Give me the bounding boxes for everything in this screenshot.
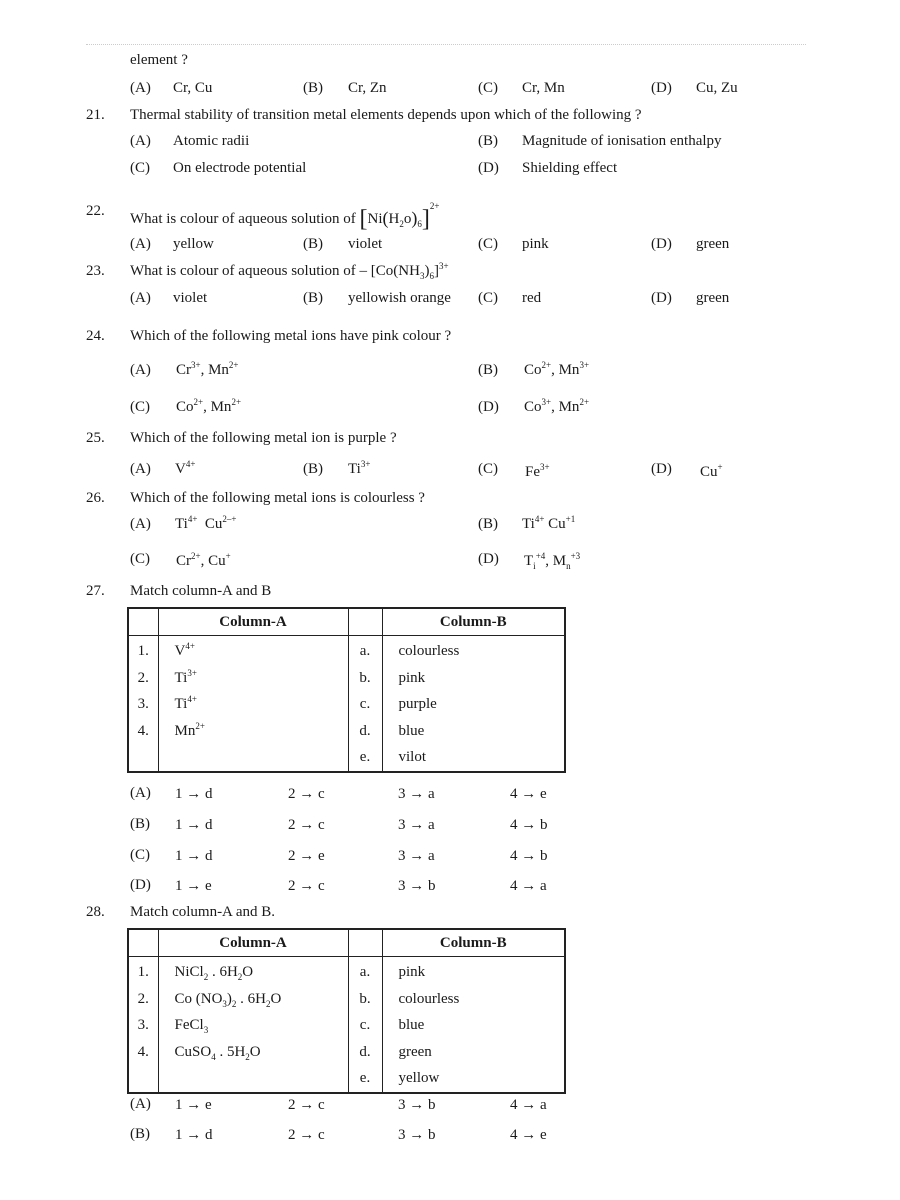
q27-ans-b-m1: 1 → d [175,817,213,833]
q27-col-a-items: $V^{4+}$ $Ti^{3+}$ $Ti^{4+}$ $Mn^{2+}$ [158,636,348,773]
q20-c-text: Cr, Mn [522,80,565,96]
q27-ans-c-m2: 2 → e [288,848,325,864]
q25-d-text: Cu+ [700,462,723,480]
q24-c-label: (C) [130,399,150,415]
q28-ans-a-m1: 1 → e [175,1097,212,1113]
q28-ans-a-m2: 2 → c [288,1097,325,1113]
q26-d-text: $T_i^{+4}$, $M_n^{+3}$ [524,551,581,571]
q25-b-label: (B) [303,461,323,477]
q26-c-label: (C) [130,551,150,567]
q26-c-text: $Cr^{2+}$, Cu+ [176,551,231,569]
q22-d-text: green [696,236,730,252]
q26-d-label: (D) [478,551,499,567]
q23-c-label: (C) [478,290,498,306]
q27-ans-d-m2: 2 → c [288,878,325,894]
q21-d-label: (D) [478,160,499,176]
cut-off-previous-line [86,44,806,45]
q25-a-text: $V^{4+}$ [175,459,196,477]
q20-c-label: (C) [478,80,498,96]
q27-ans-a-m1: 1 → d [175,786,213,802]
q28-ans-b-m1: 1 → d [175,1127,213,1143]
q21-a-text: Atomic radii [173,133,250,149]
q20-stem-tail: element ? [130,52,188,68]
q23-a-label: (A) [130,290,151,306]
q27-col-b-items: colourless pink purple blue vilot [398,643,460,766]
q23-number: 23. [86,263,105,279]
q21-a-label: (A) [130,133,151,149]
q23-b-text: yellowish orange [348,290,451,306]
q28-ans-b-label: (B) [130,1126,150,1142]
q25-d-label: (D) [651,461,672,477]
q24-a-label: (A) [130,362,151,378]
q28-ans-b-m2: 2 → c [288,1127,325,1143]
q27-number: 27. [86,583,105,599]
q24-d-label: (D) [478,399,499,415]
q27-ans-d-m1: 1 → e [175,878,212,894]
q27-ans-d-label: (D) [130,877,151,893]
q23-b-label: (B) [303,290,323,306]
q22-b-text: violet [348,236,383,252]
q27-ans-a-label: (A) [130,785,151,801]
q25-a-label: (A) [130,461,151,477]
q26-b-text: $Ti^{4+}$ $Cu^{+1}$ [522,514,576,532]
q27-ans-b-label: (B) [130,816,150,832]
q28-col-a-items: NiCl$_2$ . $6H_2O$ Co $(NO_3)_2$ . $6H_2O$ FeCl$_3$ CuSO$_4$ . $5H_2O$ [158,957,348,1093]
q27-col-a-header: Column-A [158,608,348,636]
q22-a-label: (A) [130,236,151,252]
q22-c-label: (C) [478,236,498,252]
q24-stem: Which of the following metal ions have pink colour ? [130,328,452,344]
q24-c-text: $Co^{2+}$, $Mn^{2+}$ [176,397,242,415]
q22-b-label: (B) [303,236,323,252]
q25-stem: Which of the following metal ion is purple ? [130,430,397,446]
q20-d-text: Cu, Zu [696,80,738,96]
q28-ans-b-m3: 3 → b [398,1127,436,1143]
q27-col-b-header: Column-B [382,608,565,636]
q25-c-label: (C) [478,461,498,477]
q23-d-text: green [696,290,730,306]
q23-c-text: red [522,290,542,306]
q27-ans-d-m4: 4 → a [510,878,547,894]
q28-ans-a-label: (A) [130,1096,151,1112]
q25-c-text: $Fe^{3+}$ [525,462,550,480]
q26-number: 26. [86,490,105,506]
q23-stem-line: What is colour of aqueous solution of – $[Co(NH_3)_6]^{3+}$ [130,261,449,281]
q21-c-text: On electrode potential [173,160,307,176]
q22-number: 22. [86,203,105,219]
q21-stem: Thermal stability of transition metal elements depends upon which of the following ? [130,107,642,123]
q21-b-text: Magnitude of ionisation enthalpy [522,133,722,149]
q28-col-b-letters: a. b. c. d. e. [348,957,382,1093]
q27-ans-c-m4: 4 → b [510,848,548,864]
q27-ans-a-m2: 2 → c [288,786,325,802]
q20-b-text: Cr, Zn [348,80,387,96]
q28-match-table [127,928,566,1094]
q20-b-label: (B) [303,80,323,96]
q21-d-text: Shielding effect [522,160,618,176]
q27-ans-c-m1: 1 → d [175,848,213,864]
q25-b-text: $Ti^{3+}$ [348,459,371,477]
q23-a-text: violet [173,290,208,306]
q27-col-a-numbers: 1. 2. 3. 4. [128,636,158,773]
q24-b-text: $Co^{2+}$, $Mn^{3+}$ [524,360,590,378]
q28-col-a-header: Column-A [158,929,348,957]
q22-stem: What is colour of aqueous solution of [130,211,356,227]
q22-c-text: pink [522,236,549,252]
q26-a-label: (A) [130,516,151,532]
q26-a-text: $Ti^{4+}$ $Cu^{2-+}$ [175,514,237,532]
q20-a-label: (A) [130,80,151,96]
q20-d-label: (D) [651,80,672,96]
q28-ans-b-m4: 4 → e [510,1127,547,1143]
q23-stem: What is colour of aqueous solution of – [Co(NH [130,263,420,279]
q28-ans-a-m3: 3 → b [398,1097,436,1113]
q22-formula: $[Ni(H_2o)_6]^{2+}$ [359,201,440,232]
q27-ans-b-m4: 4 → b [510,817,548,833]
q24-b-label: (B) [478,362,498,378]
q28-col-b-items: pink colourless blue green yellow [398,964,460,1087]
q21-number: 21. [86,107,105,123]
q27-ans-a-m3: 3 → a [398,786,435,802]
q24-d-text: $Co^{3+}$, $Mn^{2+}$ [524,397,590,415]
q28-col-a-numbers: 1. 2. 3. 4. [128,957,158,1093]
q28-stem: Match column-A and B. [130,904,275,920]
q26-b-label: (B) [478,516,498,532]
q27-match-table [127,607,566,773]
q21-b-label: (B) [478,133,498,149]
q27-ans-d-m3: 3 → b [398,878,436,894]
q22-stem-line [130,203,439,230]
q28-col-b-header: Column-B [382,929,565,957]
q26-stem: Which of the following metal ions is colourless ? [130,490,425,506]
q24-a-text: $Cr^{3+}$, $Mn^{2+}$ [176,360,239,378]
q28-ans-a-m4: 4 → a [510,1097,547,1113]
q25-number: 25. [86,430,105,446]
q27-stem: Match column-A and B [130,583,272,599]
q27-col-b-letters: a. b. c. d. e. [348,636,382,773]
q27-ans-b-m2: 2 → c [288,817,325,833]
q28-number: 28. [86,904,105,920]
q24-number: 24. [86,328,105,344]
q22-d-label: (D) [651,236,672,252]
q23-d-label: (D) [651,290,672,306]
q27-ans-b-m3: 3 → a [398,817,435,833]
q27-ans-a-m4: 4 → e [510,786,547,802]
q22-a-text: yellow [173,236,214,252]
q21-c-label: (C) [130,160,150,176]
q27-ans-c-label: (C) [130,847,150,863]
q27-ans-c-m3: 3 → a [398,848,435,864]
q20-a-text: Cr, Cu [173,80,213,96]
